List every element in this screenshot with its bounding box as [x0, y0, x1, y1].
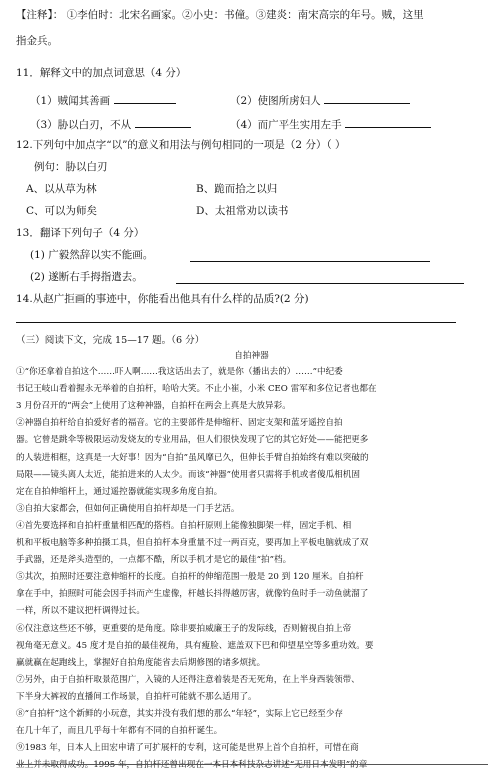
passage-line: ⑥仅注意这些还不够，更重要的是角度。除非要拍威廉王子的发际线，否则俯视自拍上帝: [16, 623, 352, 634]
q13-item-1: (1) 广毅然辞以实不能画。: [30, 249, 154, 261]
reading-intro: （三）阅读下文，完成 15—17 题。（6 分）: [16, 335, 205, 346]
passage-line: 业上并未取得成功。1995 年，自拍杆还曾出现在一本日本科技杂志讲述“无用日本发明”的章: [16, 760, 368, 771]
note-line-2: 指金兵。: [16, 35, 58, 47]
note-line-1: 【注释】： ①李伯时：北宋名画家。②小史：书僮。③建炎：南宋高宗的年号。贼，这里: [16, 9, 424, 21]
passage-line: ③自拍大家都会，但如何正确使用自拍杆却是一门手艺活。: [16, 503, 240, 514]
q12-option-a[interactable]: A、以从草为林: [26, 183, 97, 195]
q11-item-1-text: （1）贼闻其善画: [30, 95, 111, 107]
answer-line[interactable]: [190, 261, 430, 262]
passage-line: 拿在手中，拍照时可能会因手抖而产生虚像，杆越长抖得越厉害，就像钓鱼时手一动鱼就溜了: [16, 589, 369, 600]
q12-example: 例句：胁以白刃: [34, 161, 108, 173]
question-11-title: 11．解释文中的加点词意思（4 分）: [16, 67, 187, 79]
answer-blank[interactable]: [345, 116, 431, 128]
passage-line: 书记王岐山看着握永无举着的自拍杆，哈哈大笑。不止小崔，小米 CEO 雷军和多位记者也都在: [16, 384, 377, 395]
bottom-rule: [16, 764, 488, 765]
passage-line: 3 月份召开的“两会”上使用了这种神器，自拍杆在两会上真是大放异彩。: [16, 401, 291, 412]
passage-line: 手武器，还是斧头造型的，一点都不酷，所以手机才是它的最佳“拍”档。: [16, 555, 292, 566]
passage-line: ⑤其次，拍照时还要注意伸缩杆的长度。自拍杆的伸缩范围一般是 20 到 120 厘米。自拍杆: [16, 572, 364, 583]
q11-item-4-text: （4）而广平生实用左手: [230, 119, 342, 131]
passage-line: 器。它曾是跳伞等极限运动发烧友的专业用品，但人们很快发现了它的其它好处——能把更多: [16, 435, 369, 446]
q11-item-1: [30, 92, 230, 108]
passage-line: 视角毫无意义。45 度才是自拍的最佳视角，具有瘦脸、遮盖双下巴和仰望星空等多重功效。要: [16, 640, 374, 651]
q11-item-2: [230, 92, 490, 108]
passage-line: 赢就赢在起跑线上，掌握好自拍角度能省去后期修图的诸多烦扰。: [16, 657, 266, 668]
question-12-title: 12.下列句中加点字“以”的意义和用法与例句相同的一项是（2 分）（ ）: [16, 139, 346, 151]
q11-item-3: [30, 116, 230, 132]
answer-blank[interactable]: [324, 92, 410, 104]
passage-line: 下半身大裤衩的直播间工作场景，自拍杆可能就不那么适用了。: [16, 691, 257, 702]
passage-title: 自拍神器: [234, 351, 269, 361]
passage-line: 一样，所以不建议把杆调得过长。: [16, 606, 145, 617]
passage-line: ②神器自拍杆给自拍爱好者的福音。它的主要部件是伸缩杆、固定支架和蓝牙遥控自拍: [16, 418, 343, 429]
q11-item-4: [230, 116, 495, 132]
passage-line: 在几十年了，而且几乎每十年都有不同的自拍杆诞生。: [16, 726, 223, 737]
passage-line: 定在自拍伸缩杆上，通过遥控器就能实现多角度自拍。: [16, 486, 223, 497]
passage-line: ⑨1983 年，日本人上田宏申请了可扩展杆的专利，这可能是世界上首个自拍杆，可惜在商: [16, 743, 359, 754]
q12-option-c[interactable]: C、可以为师矣: [26, 205, 98, 217]
answer-line[interactable]: [176, 283, 464, 284]
q13-item-2: (2) 遂断右手拇指遣去。: [30, 271, 143, 283]
q11-item-3-text: （3）胁以白刃，不从: [30, 119, 132, 131]
q11-item-2-text: （2）使图所虏妇人: [230, 95, 321, 107]
passage-line: 机和平板电脑等多种拍摄工具，但自拍杆本身重量不过一两百克，要再加上平板电脑就成了双: [16, 538, 369, 548]
passage-line: ⑧“自拍杆”这个新鲜的小玩意，其实并没有我们想的那么“年轻”，实际上它已经至少存: [16, 709, 343, 719]
passage-line: 的人装进相框，这真是一大好事！因为“自拍”虽风靡已久，但伸长手臂自拍始终有难以突破的: [16, 452, 369, 463]
q12-option-d[interactable]: D、太祖常劝以读书: [196, 205, 289, 217]
passage-line: 局限——镜头离人太近，能拍进来的人太少。而该“神器”使用者只需将手机或者傻瓜相机固: [16, 469, 360, 480]
q12-option-b[interactable]: B、跪而拾之以归: [196, 183, 278, 195]
passage-line: ①“你还拿着自拍这个……吓人啊……我这话出去了，就是你（播出去的）……”中纪委: [16, 367, 343, 377]
answer-line[interactable]: [16, 322, 456, 323]
answer-blank[interactable]: [114, 92, 176, 104]
question-13-title: 13．翻译下列句子（4 分）: [16, 227, 145, 239]
passage-line: ⑦另外，由于自拍杆取景范围广，入镜的人还得注意着装是否无死角，在上半身西装领带、: [16, 674, 360, 685]
passage-line: ④首先要选择和自拍杆重量相匹配的搭档。自拍杆原则上能像独脚架一样，固定手机、相: [16, 520, 352, 531]
question-14-title: 14.从赵广拒画的事迹中，你能看出他具有什么样的品质?(2 分): [16, 293, 309, 305]
answer-blank[interactable]: [135, 116, 191, 128]
